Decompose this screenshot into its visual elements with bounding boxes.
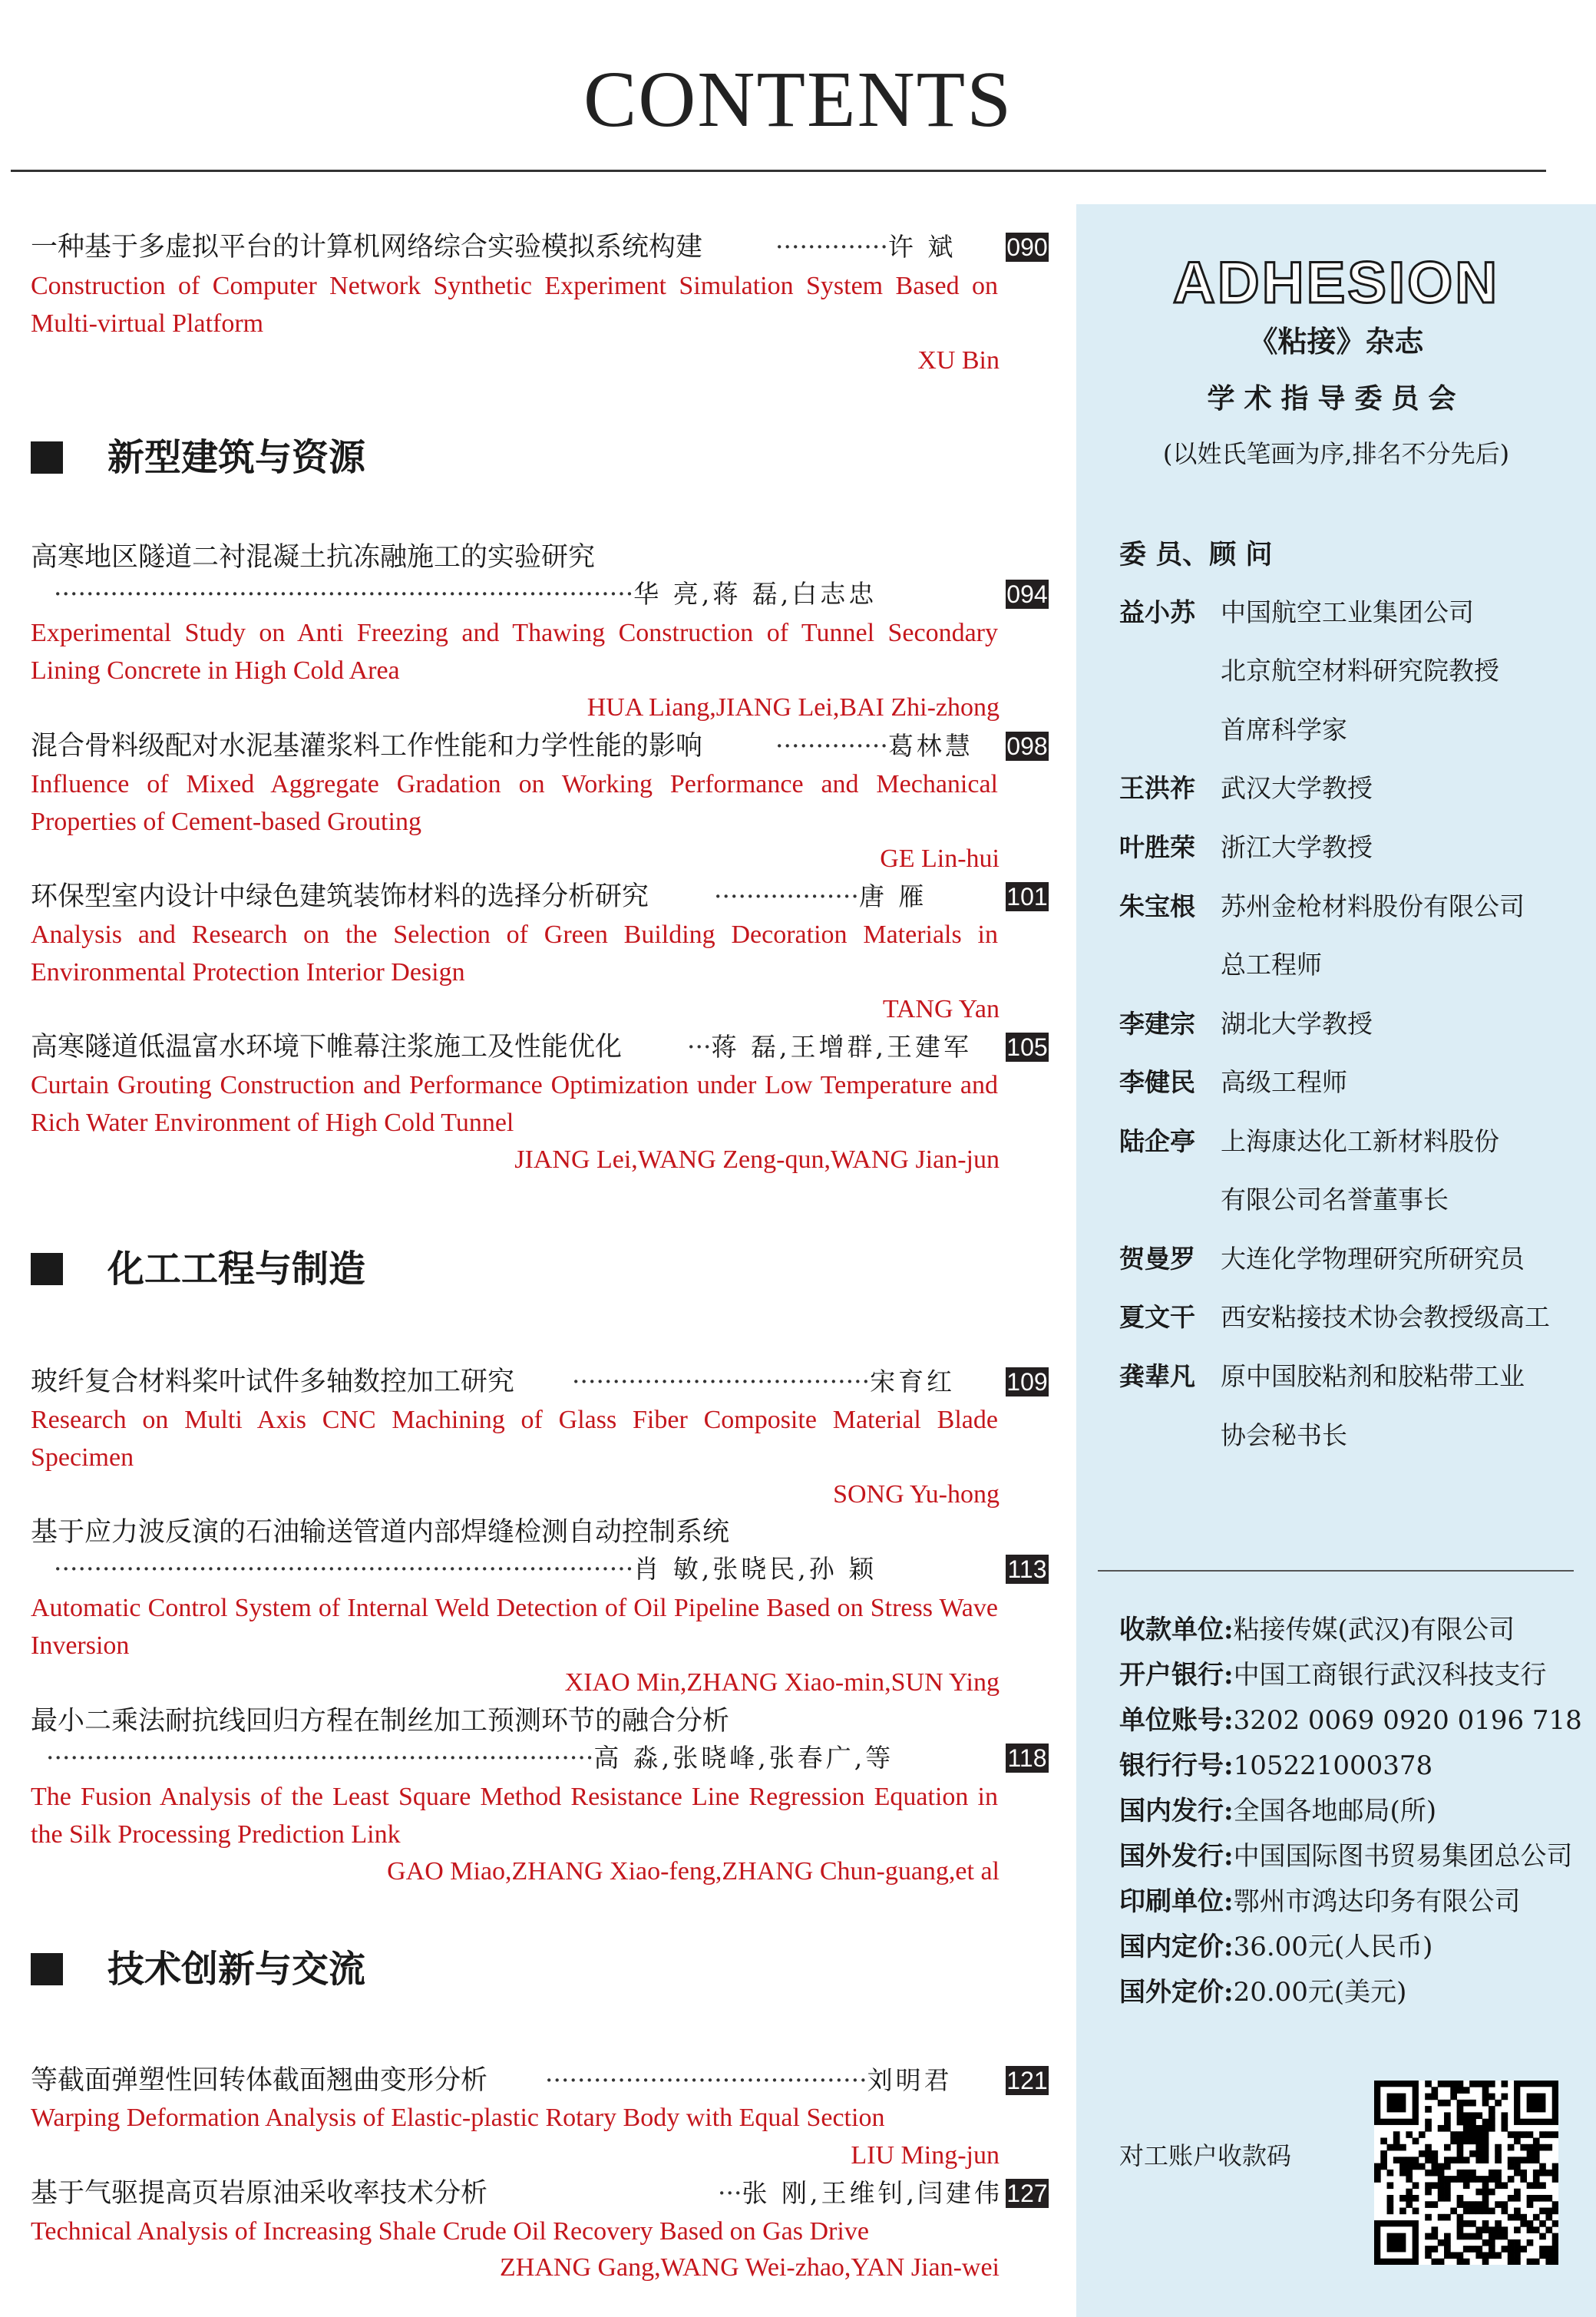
page-number[interactable]: 105	[1006, 1033, 1048, 1061]
journal-logo	[1076, 250, 1596, 316]
member-name: 叶胜荣	[1119, 832, 1195, 862]
article-leader	[545, 2064, 953, 2097]
role-heading: 委 员、顾 问	[1119, 539, 1273, 570]
section-heading	[31, 1946, 365, 1992]
page-number[interactable]: 090	[1006, 233, 1048, 261]
article-title-en: Automatic Control System of Internal Weld Detection of Oil Pipeline Based on Stress Wave Inversion	[31, 1594, 998, 1660]
article-title-cn[interactable]: 混合骨料级配对水泥基灌浆料工作性能和力学性能的影响	[31, 731, 703, 762]
article-title-cn[interactable]: 玻纤复合材料桨叶试件多轴数控加工研究	[31, 1367, 515, 1397]
article-author-cn: 许 斌	[887, 232, 957, 262]
info-value: 全国各地邮局(所)	[1233, 1796, 1437, 1826]
member-name: 夏文干	[1119, 1302, 1195, 1332]
info-label: 印刷单位:	[1119, 1886, 1234, 1917]
article-author-en: HUA Liang,JIANG Lei,BAI Zhi-zhong	[587, 693, 1000, 722]
article-title-en: Technical Analysis of Increasing Shale Crude Oil Recovery Based on Gas Drive	[31, 2217, 869, 2246]
article-title-en: Analysis and Research on the Selection of Green Building Decoration Materials in Environmental Protection Interior Design	[31, 921, 998, 987]
page-number[interactable]: 101	[1006, 883, 1048, 911]
info-label: 开户银行:	[1119, 1660, 1234, 1691]
member-name: 李建宗	[1119, 1009, 1195, 1039]
dot-leader: ··············	[775, 232, 888, 262]
article-leader	[46, 1741, 894, 1775]
article-author-cn: 张 刚,王维钊,闫建伟	[742, 2178, 1003, 2208]
info-value: 鄂州市鸿达印务有限公司	[1233, 1886, 1521, 1917]
article-title-en: Research on Multi Axis CNC Machining of Glass Fiber Composite Material Blade Specimen	[31, 1406, 998, 1472]
dot-leader: ··················	[714, 881, 859, 911]
info-label: 国外定价:	[1119, 1977, 1234, 2008]
info-label: 国内定价:	[1119, 1932, 1234, 1962]
member-affiliation: 大连化学物理研究所研究员	[1221, 1244, 1525, 1274]
member-name: 龚辈凡	[1119, 1361, 1195, 1391]
member-affiliation: 协会秘书长	[1221, 1420, 1347, 1450]
dot-leader: ········································································	[54, 1554, 634, 1584]
member-affiliation: 原中国胶粘剂和胶粘带工业	[1221, 1361, 1525, 1391]
article-title-cn[interactable]	[31, 230, 702, 264]
article-title-cn[interactable]: 最小二乘法耐抗线回归方程在制丝加工预测环节的融合分析	[31, 1706, 730, 1737]
article-author-en: GAO Miao,ZHANG Xiao-feng,ZHANG Chun-guang,et al	[387, 1857, 1000, 1886]
article-author-cn: 蒋 磊,王增群,王建军	[711, 1032, 972, 1062]
article-leader	[714, 880, 927, 914]
qr-code-icon[interactable]	[1374, 2081, 1558, 2265]
article-leader	[687, 1030, 972, 1064]
magazine-name: 《粘接》杂志	[1248, 324, 1424, 359]
committee-title: 学术指导委员会	[1207, 382, 1465, 415]
member-name: 王洪祚	[1119, 773, 1195, 803]
article-author-en: SONG Yu-hong	[833, 1480, 1000, 1509]
article-leader	[572, 1365, 955, 1399]
section-heading	[31, 435, 365, 481]
dot-leader: ··············	[775, 731, 888, 761]
info-value: 中国工商银行武汉科技支行	[1233, 1660, 1547, 1691]
article-title-cn[interactable]: 高寒地区隧道二衬混凝土抗冻融施工的实验研究	[31, 542, 596, 573]
member-name: 益小苏	[1119, 597, 1195, 627]
member-affiliation: 中国航空工业集团公司	[1221, 597, 1474, 627]
info-value: 中国国际图书贸易集团总公司	[1233, 1841, 1573, 1872]
article-title-en: Warping Deformation Analysis of Elastic-plastic Rotary Body with Equal Section	[31, 2104, 885, 2132]
article-author-cn: 唐 雁	[858, 881, 927, 911]
dot-leader: ········································································	[54, 579, 634, 609]
member-affiliation: 高级工程师	[1221, 1067, 1347, 1097]
info-value: 20.00元(美元)	[1233, 1977, 1407, 2008]
page-number[interactable]: 127	[1006, 2180, 1048, 2207]
article-title-en: The Fusion Analysis of the Least Square Method Resistance Line Regression Equation in the Silk Processing Prediction Link	[31, 1783, 998, 1849]
page-number[interactable]: 118	[1006, 1744, 1049, 1773]
article-title-en: Experimental Study on Anti Freezing and Thawing Construction of Tunnel Secondary Lining Concrete in High Cold Area	[31, 619, 998, 685]
dot-leader: ····································································	[46, 1743, 594, 1773]
article-author-cn: 宋育红	[870, 1367, 956, 1396]
info-value: 粘接传媒(武汉)有限公司	[1233, 1615, 1515, 1645]
sidebar-divider	[1098, 1570, 1574, 1572]
info-value: 105221000378	[1233, 1750, 1433, 1781]
member-affiliation: 苏州金枪材料股份有限公司	[1221, 891, 1525, 921]
article-title-cn[interactable]: 等截面弹塑性回转体截面翘曲变形分析	[31, 2065, 488, 2096]
article-leader	[775, 230, 956, 264]
article-title-en: Construction of Computer Network Synthetic Experiment Simulation System Based on Multi-virtual Platform	[31, 272, 998, 338]
member-affiliation: 北京航空材料研究院教授	[1221, 656, 1499, 686]
section-heading-text: 技术创新与交流	[107, 1948, 366, 1991]
info-row	[1119, 1749, 1432, 1783]
article-title-en: Curtain Grouting Construction and Performance Optimization under Low Temperature and Rich Water Environment of High Cold Tunnel	[31, 1071, 998, 1137]
article-author-en: GE Lin-hui	[880, 844, 1000, 873]
dot-leader: ·····································	[572, 1367, 871, 1396]
article-title-en: Influence of Mixed Aggregate Gradation on Working Performance and Mechanical Properties of Cement-based Grouting	[31, 770, 998, 836]
article-author-en: XIAO Min,ZHANG Xiao-min,SUN Ying	[564, 1668, 1000, 1697]
member-affiliation: 西安粘接技术协会教授级高工	[1221, 1302, 1550, 1332]
info-label: 国内发行:	[1119, 1796, 1234, 1826]
article-title-cn[interactable]: 环保型室内设计中绿色建筑装饰材料的选择分析研究	[31, 881, 649, 912]
page-number[interactable]: 109	[1006, 1368, 1048, 1396]
section-heading-text: 新型建筑与资源	[107, 436, 366, 479]
member-affiliation: 有限公司名誉董事长	[1221, 1185, 1449, 1215]
info-row	[1119, 1704, 1582, 1737]
section-heading	[31, 1246, 365, 1292]
article-title-cn[interactable]: 基于应力波反演的石油输送管道内部焊缝检测自动控制系统	[31, 1517, 730, 1548]
info-label: 收款单位:	[1119, 1615, 1234, 1645]
article-author-en: XU Bin	[917, 346, 1000, 375]
page-title: CONTENTS	[583, 55, 1013, 144]
article-author-en: TANG Yan	[882, 995, 1000, 1023]
info-row	[1119, 1839, 1573, 1873]
info-row	[1119, 1658, 1547, 1692]
info-row	[1119, 1975, 1406, 2009]
article-author-cn: 刘明君	[867, 2065, 953, 2095]
member-affiliation: 武汉大学教授	[1221, 773, 1373, 803]
article-title-cn[interactable]: 高寒隧道低温富水环境下帷幕注浆施工及性能优化	[31, 1032, 623, 1063]
member-affiliation: 上海康达化工新材料股份	[1221, 1126, 1499, 1156]
article-leader	[54, 1552, 877, 1586]
info-label: 单位账号:	[1119, 1705, 1234, 1736]
member-name: 贺曼罗	[1119, 1244, 1195, 1274]
journal-logo-text: ADHESION	[1172, 250, 1500, 316]
square-bullet-icon	[31, 441, 63, 474]
member-affiliation: 首席科学家	[1221, 715, 1347, 745]
info-row	[1119, 1930, 1432, 1964]
member-affiliation: 湖北大学教授	[1221, 1009, 1373, 1039]
info-label: 银行行号:	[1119, 1750, 1234, 1781]
info-row	[1119, 1885, 1521, 1919]
member-name: 陆企亭	[1119, 1126, 1195, 1156]
page-number[interactable]: 121	[1006, 2067, 1048, 2094]
info-row	[1119, 1613, 1515, 1647]
square-bullet-icon	[31, 1253, 63, 1285]
dot-leader: ···	[687, 1032, 712, 1062]
article-author-cn: 肖 敏,张晓民,孙 颖	[633, 1554, 877, 1584]
article-author-en: LIU Ming-jun	[851, 2141, 1000, 2170]
info-label: 国外发行:	[1119, 1841, 1234, 1872]
page-number[interactable]: 094	[1006, 580, 1048, 608]
info-row	[1119, 1794, 1436, 1828]
member-affiliation: 浙江大学教授	[1221, 832, 1373, 862]
page-number[interactable]: 098	[1006, 732, 1048, 760]
title-divider	[11, 170, 1546, 172]
article-author-cn: 华 亮,蒋 磊,白志忠	[633, 579, 877, 609]
article-title-cn-text: 一种基于多虚拟平台的计算机网络综合实验模拟系统构建	[31, 232, 703, 263]
info-value: 36.00元(人民币)	[1233, 1932, 1433, 1962]
member-name: 李健民	[1119, 1067, 1195, 1097]
article-author-en: JIANG Lei,WANG Zeng-qun,WANG Jian-jun	[514, 1145, 1000, 1174]
dot-leader: ···	[718, 2178, 742, 2208]
article-author-cn: 高 淼,张晓峰,张春广,等	[593, 1743, 894, 1773]
committee-note: (以姓氏笔画为序,排名不分先后)	[1162, 439, 1510, 468]
dot-leader: ········································	[545, 2065, 867, 2095]
article-title-cn[interactable]: 基于气驱提高页岩原油采收率技术分析	[31, 2178, 488, 2209]
member-name: 朱宝根	[1119, 891, 1195, 921]
section-heading-text: 化工工程与制造	[107, 1248, 366, 1291]
article-author-cn: 葛林慧	[887, 731, 973, 761]
article-author-en: ZHANG Gang,WANG Wei-zhao,YAN Jian-wei	[500, 2253, 1000, 2282]
article-leader	[718, 2177, 1003, 2210]
info-value: 3202 0069 0920 0196 718	[1233, 1705, 1582, 1736]
article-leader	[54, 577, 877, 611]
member-affiliation: 总工程师	[1221, 950, 1322, 980]
square-bullet-icon	[31, 1953, 63, 1985]
qr-label: 对工账户收款码	[1119, 2141, 1292, 2170]
article-leader	[775, 729, 973, 763]
page-number[interactable]: 113	[1006, 1555, 1049, 1584]
